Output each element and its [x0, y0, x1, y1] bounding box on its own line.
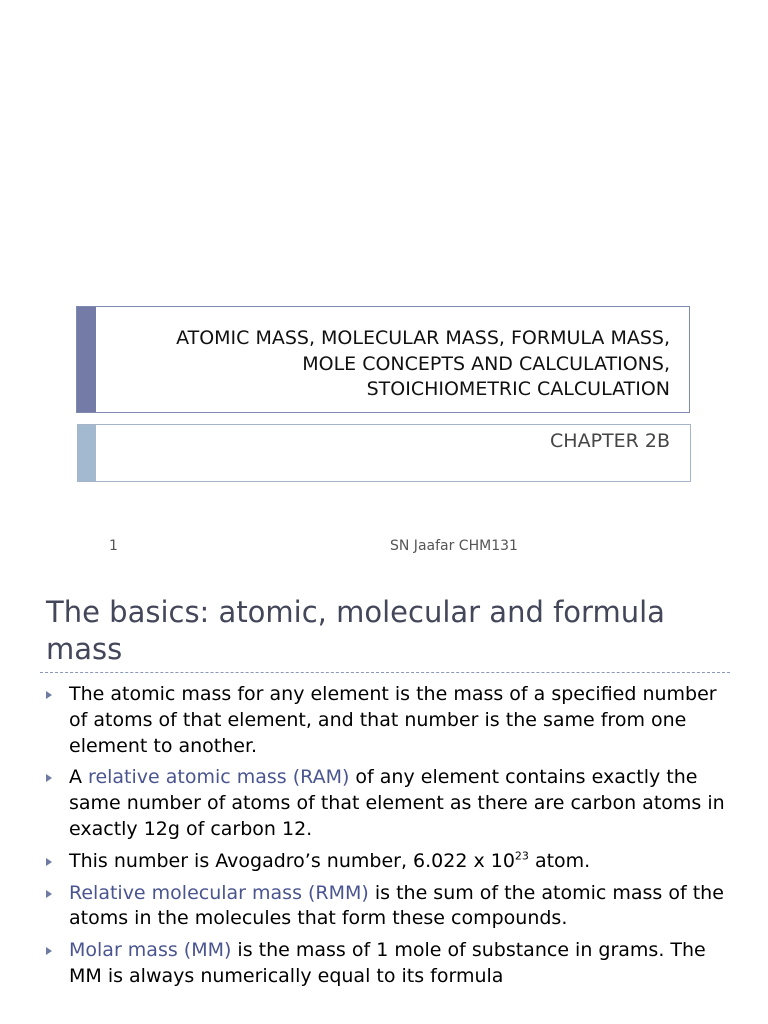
triangle-bullet-icon	[46, 774, 52, 782]
heading-divider	[40, 672, 730, 673]
bullet-text: The atomic mass for any element is the mass of a specified number of atoms of that element, and that number is the same from one element to another.	[69, 683, 717, 757]
list-item	[44, 881, 734, 933]
triangle-bullet-icon	[46, 947, 52, 955]
slide-subtitle: CHAPTER 2B	[550, 430, 670, 452]
slide-title-box	[76, 306, 690, 413]
slide-title	[110, 326, 670, 403]
title-accent-bar	[77, 307, 96, 412]
list-item	[44, 938, 734, 990]
title-line: ATOMIC MASS, MOLECULAR MASS, FORMULA MASS,	[176, 327, 670, 349]
bullet-text-pre: A	[69, 766, 89, 789]
term-highlight: Molar mass (MM)	[69, 939, 232, 962]
footer-text: SN Jaafar CHM131	[390, 538, 518, 554]
triangle-bullet-icon	[46, 890, 52, 898]
subtitle-accent-bar	[78, 425, 96, 481]
term-highlight: Relative molecular mass (RMM)	[69, 881, 369, 904]
bullet-text-post: atom.	[528, 849, 591, 872]
section-heading: The basics: atomic, molecular and formula mass	[46, 595, 665, 666]
page-number: 1	[109, 538, 118, 554]
list-item	[44, 849, 734, 875]
term-highlight: relative atomic mass (RAM)	[88, 766, 350, 789]
exponent: 23	[514, 849, 529, 863]
title-line: STOICHIOMETRIC CALCULATION	[366, 378, 670, 400]
bullet-text-post: of any element contains exactly the same number of atoms of that element as there are carbon atoms in exactly 12g of carbon 12.	[69, 766, 725, 840]
bullet-text-post: is the mass of 1 mole of substance in grams. The MM is always numerically equal to its formula	[69, 939, 706, 987]
list-item	[44, 682, 734, 759]
bullet-list	[44, 682, 734, 996]
bullet-text-post: is the sum of the atomic mass of the atoms in the molecules that form these compounds.	[69, 881, 724, 930]
title-line: MOLE CONCEPTS AND CALCULATIONS,	[302, 352, 670, 375]
slide-subtitle-box	[77, 424, 691, 482]
triangle-bullet-icon	[46, 691, 52, 699]
list-item	[44, 765, 734, 842]
triangle-bullet-icon	[46, 858, 52, 866]
bullet-text-pre: This number is Avogadro’s number, 6.022 x 10	[69, 849, 515, 872]
